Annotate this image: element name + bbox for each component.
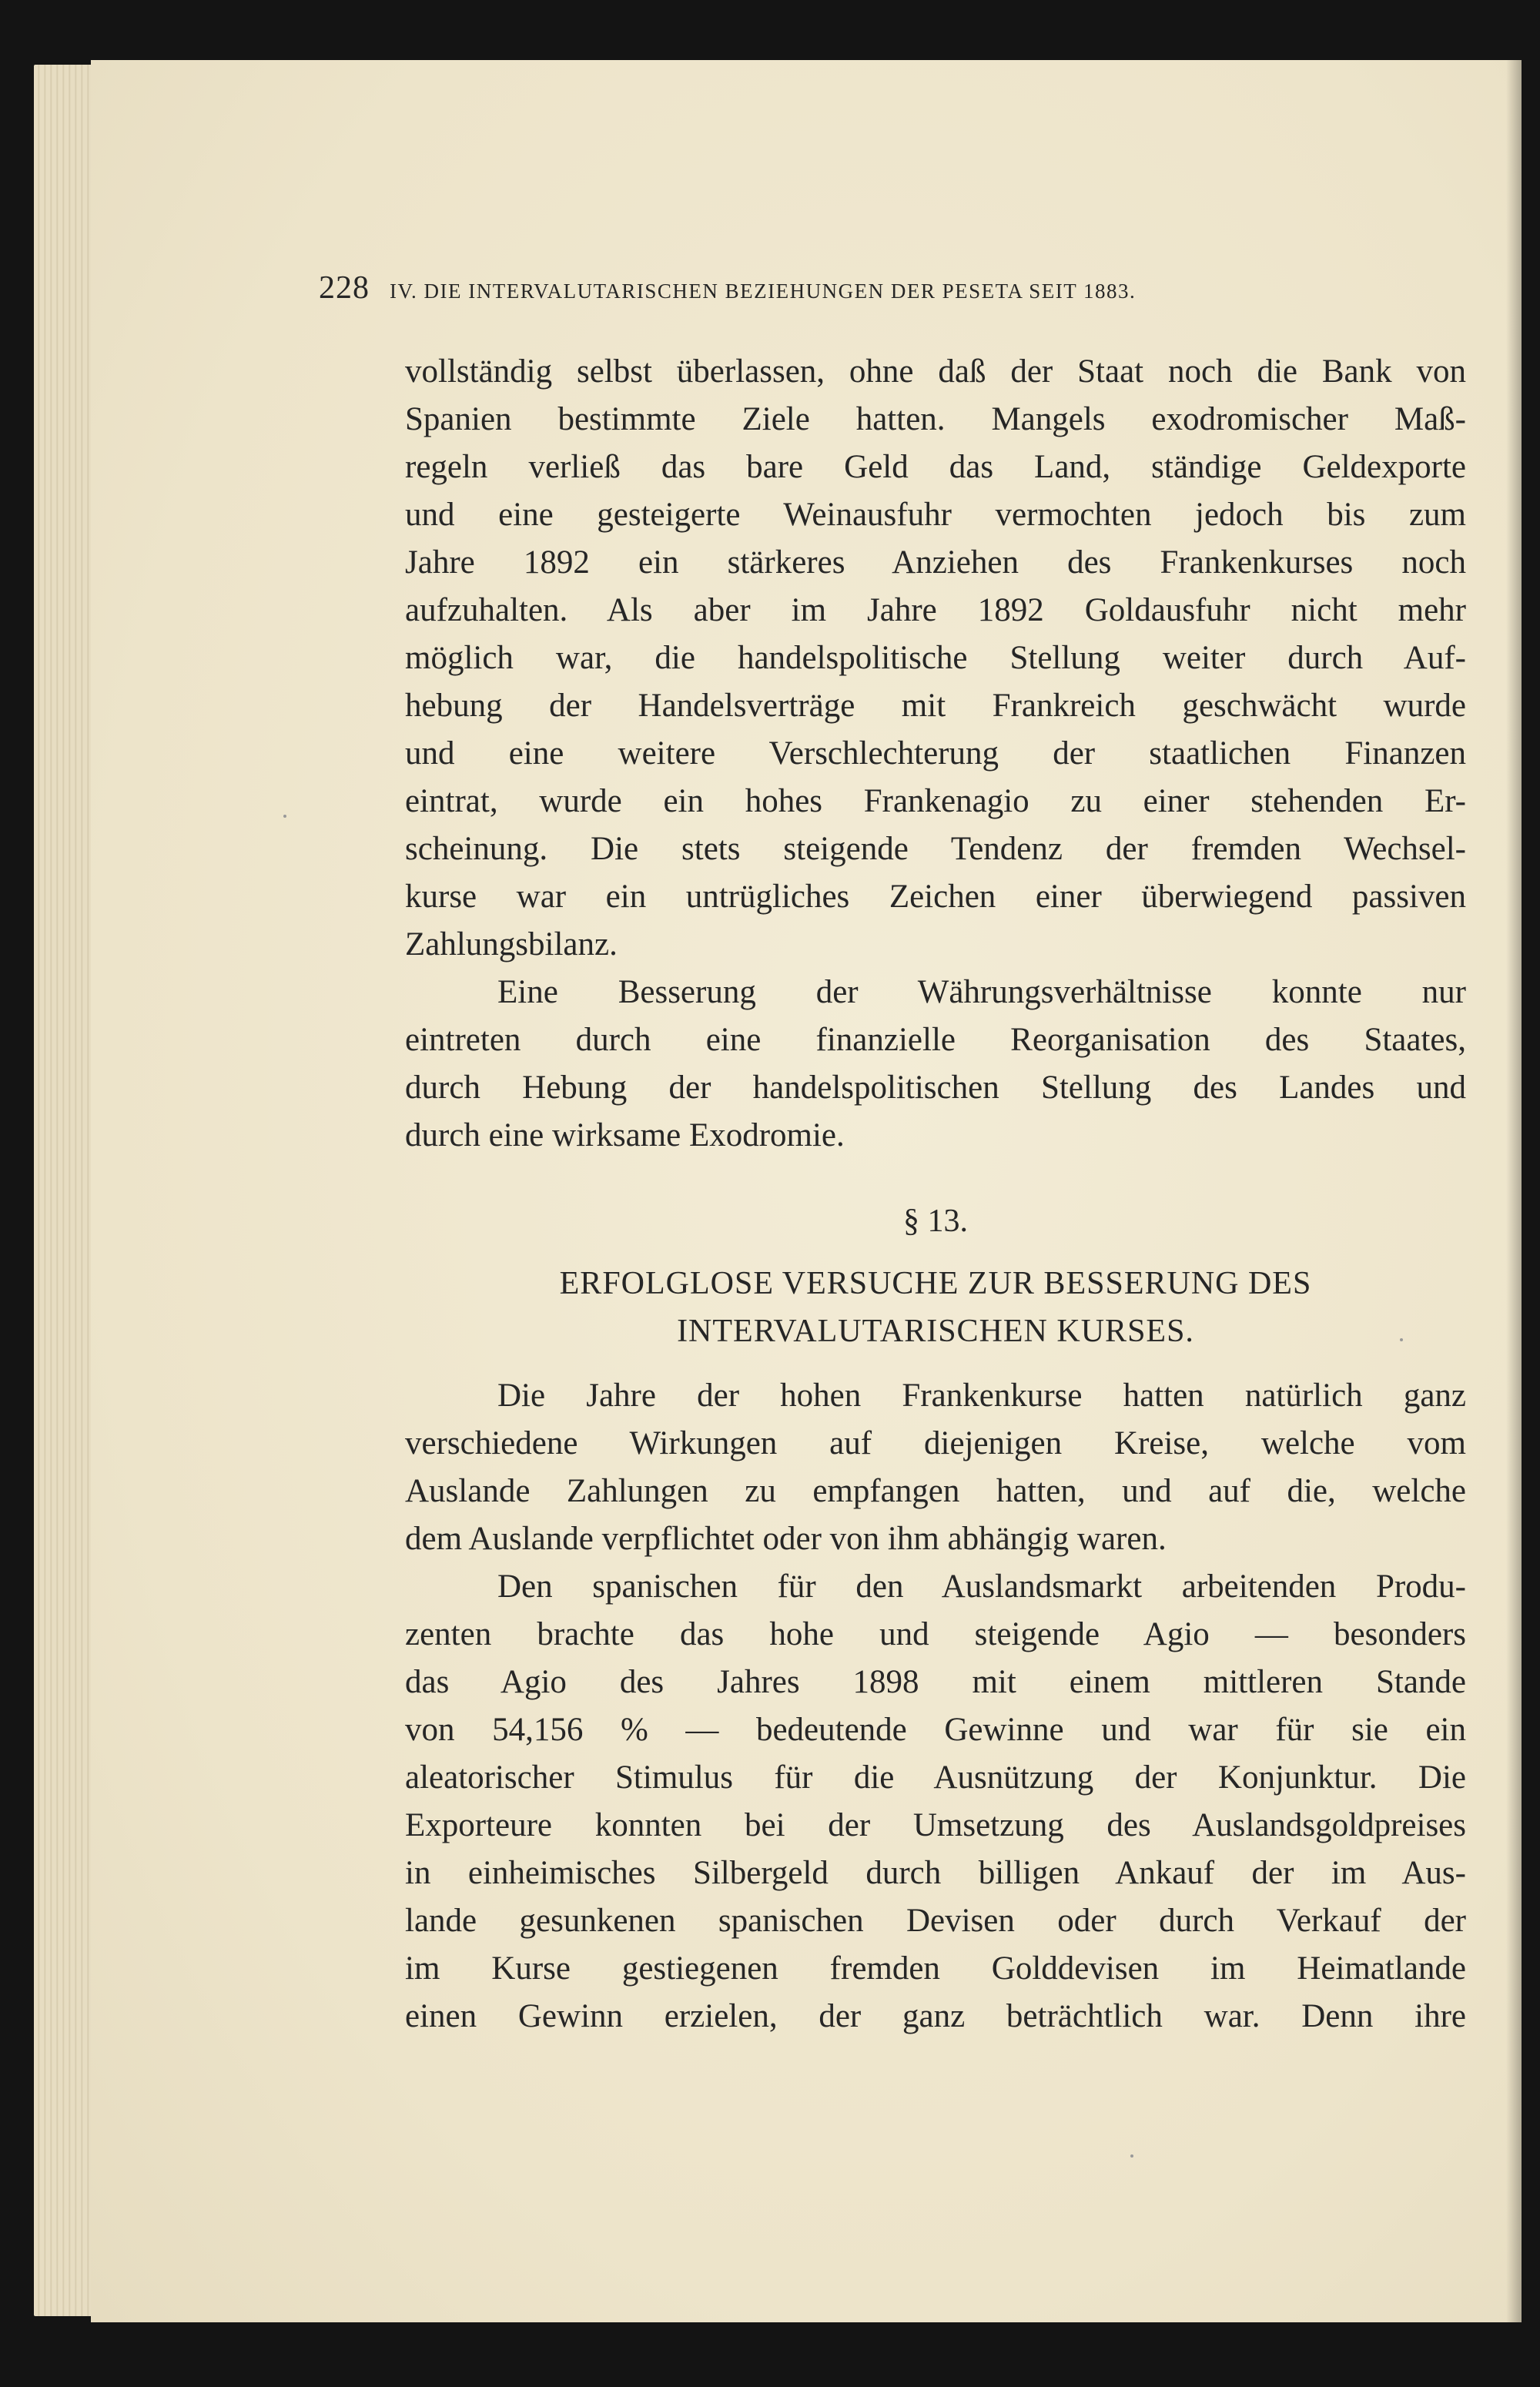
running-title: IV. DIE INTERVALUTARISCHEN BEZIEHUNGEN DER PESETA SEIT 1883. <box>390 280 1137 303</box>
paragraph-3 <box>405 1372 1466 1563</box>
text-line: möglich war, die handelspolitische Stellung weiter durch Auf- <box>405 640 1466 676</box>
text-line: von 54,156 % — bedeutende Gewinne und war für sie ein <box>405 1712 1466 1748</box>
text-line: durch Hebung der handelspolitischen Stellung des Landes und <box>405 1070 1466 1106</box>
text-line: regeln verließ das bare Geld das Land, ständige Geldexporte <box>405 449 1466 485</box>
text-line: Die Jahre der hohen Frankenkurse hatten natürlich ganz <box>497 1378 1466 1414</box>
text-line: Eine Besserung der Währungsverhältnisse konnte nur <box>497 974 1466 1010</box>
text-line: im Kurse gestiegenen fremden Golddevisen im Heimatlande <box>405 1950 1466 1987</box>
text-line: Den spanischen für den Auslandsmarkt arbeitenden Produ- <box>497 1568 1466 1605</box>
text-line: und eine gesteigerte Weinausfuhr vermochten jedoch bis zum <box>405 497 1466 533</box>
text-line: scheinung. Die stets steigende Tendenz der fremden Wechsel- <box>405 831 1466 867</box>
text-line: lande gesunkenen spanischen Devisen oder durch Verkauf der <box>405 1903 1466 1939</box>
running-header <box>319 270 1474 316</box>
paragraph-1 <box>405 348 1466 969</box>
text-line: in einheimisches Silbergeld durch billigen Ankauf der im Aus- <box>405 1855 1466 1891</box>
text-line: einen Gewinn erzielen, der ganz beträchtlich war. Denn ihre <box>405 1998 1466 2034</box>
speck <box>283 815 286 818</box>
text-line: Zahlungsbilanz. <box>405 926 618 962</box>
spine-shadow <box>1506 60 1522 2322</box>
section-number: § 13. <box>903 1204 968 1239</box>
text-line: verschiedene Wirkungen auf diejenigen Kreise, welche vom <box>405 1425 1466 1461</box>
text-line: eintreten durch eine finanzielle Reorganisation des Staates, <box>405 1022 1466 1058</box>
text-line: hebung der Handelsverträge mit Frankreich geschwächt wurde <box>405 688 1466 724</box>
paragraph-4 <box>405 1563 1466 2040</box>
page-number: 228 <box>319 270 370 306</box>
text-line: vollständig selbst überlassen, ohne daß der Staat noch die Bank von <box>405 353 1466 390</box>
paragraph-2 <box>405 969 1466 1160</box>
text-line: durch eine wirksame Exodromie. <box>405 1117 845 1153</box>
speck <box>1130 2154 1133 2158</box>
text-line: Spanien bestimmte Ziele hatten. Mangels exodromischer Maß- <box>405 401 1466 437</box>
text-line: zenten brachte das hohe und steigende Agio — besonders <box>405 1616 1466 1652</box>
text-line: kurse war ein untrügliches Zeichen einer überwiegend passiven <box>405 879 1466 915</box>
section-heading-line-1: ERFOLGLOSE VERSUCHE ZUR BESSERUNG DES <box>559 1266 1312 1301</box>
text-line: und eine weitere Verschlechterung der staatlichen Finanzen <box>405 735 1466 772</box>
section-heading-line-2: INTERVALUTARISCHEN KURSES. <box>677 1314 1194 1349</box>
text-line: aleatorischer Stimulus für die Ausnützung der Konjunktur. Die <box>405 1759 1466 1796</box>
text-line: eintrat, wurde ein hohes Frankenagio zu einer stehenden Er- <box>405 783 1466 819</box>
text-line: dem Auslande verpflichtet oder von ihm abhängig waren. <box>405 1521 1167 1557</box>
text-line: Auslande Zahlungen zu empfangen hatten, und auf die, welche <box>405 1473 1466 1509</box>
text-line: Jahre 1892 ein stärkeres Anziehen des Frankenkurses noch <box>405 544 1466 581</box>
text-line: das Agio des Jahres 1898 mit einem mittleren Stande <box>405 1664 1466 1700</box>
body-text <box>405 348 1466 2040</box>
text-line: aufzuhalten. Als aber im Jahre 1892 Goldausfuhr nicht mehr <box>405 592 1466 628</box>
text-line: Exporteure konnten bei der Umsetzung des Auslandsgoldpreises <box>405 1807 1466 1843</box>
